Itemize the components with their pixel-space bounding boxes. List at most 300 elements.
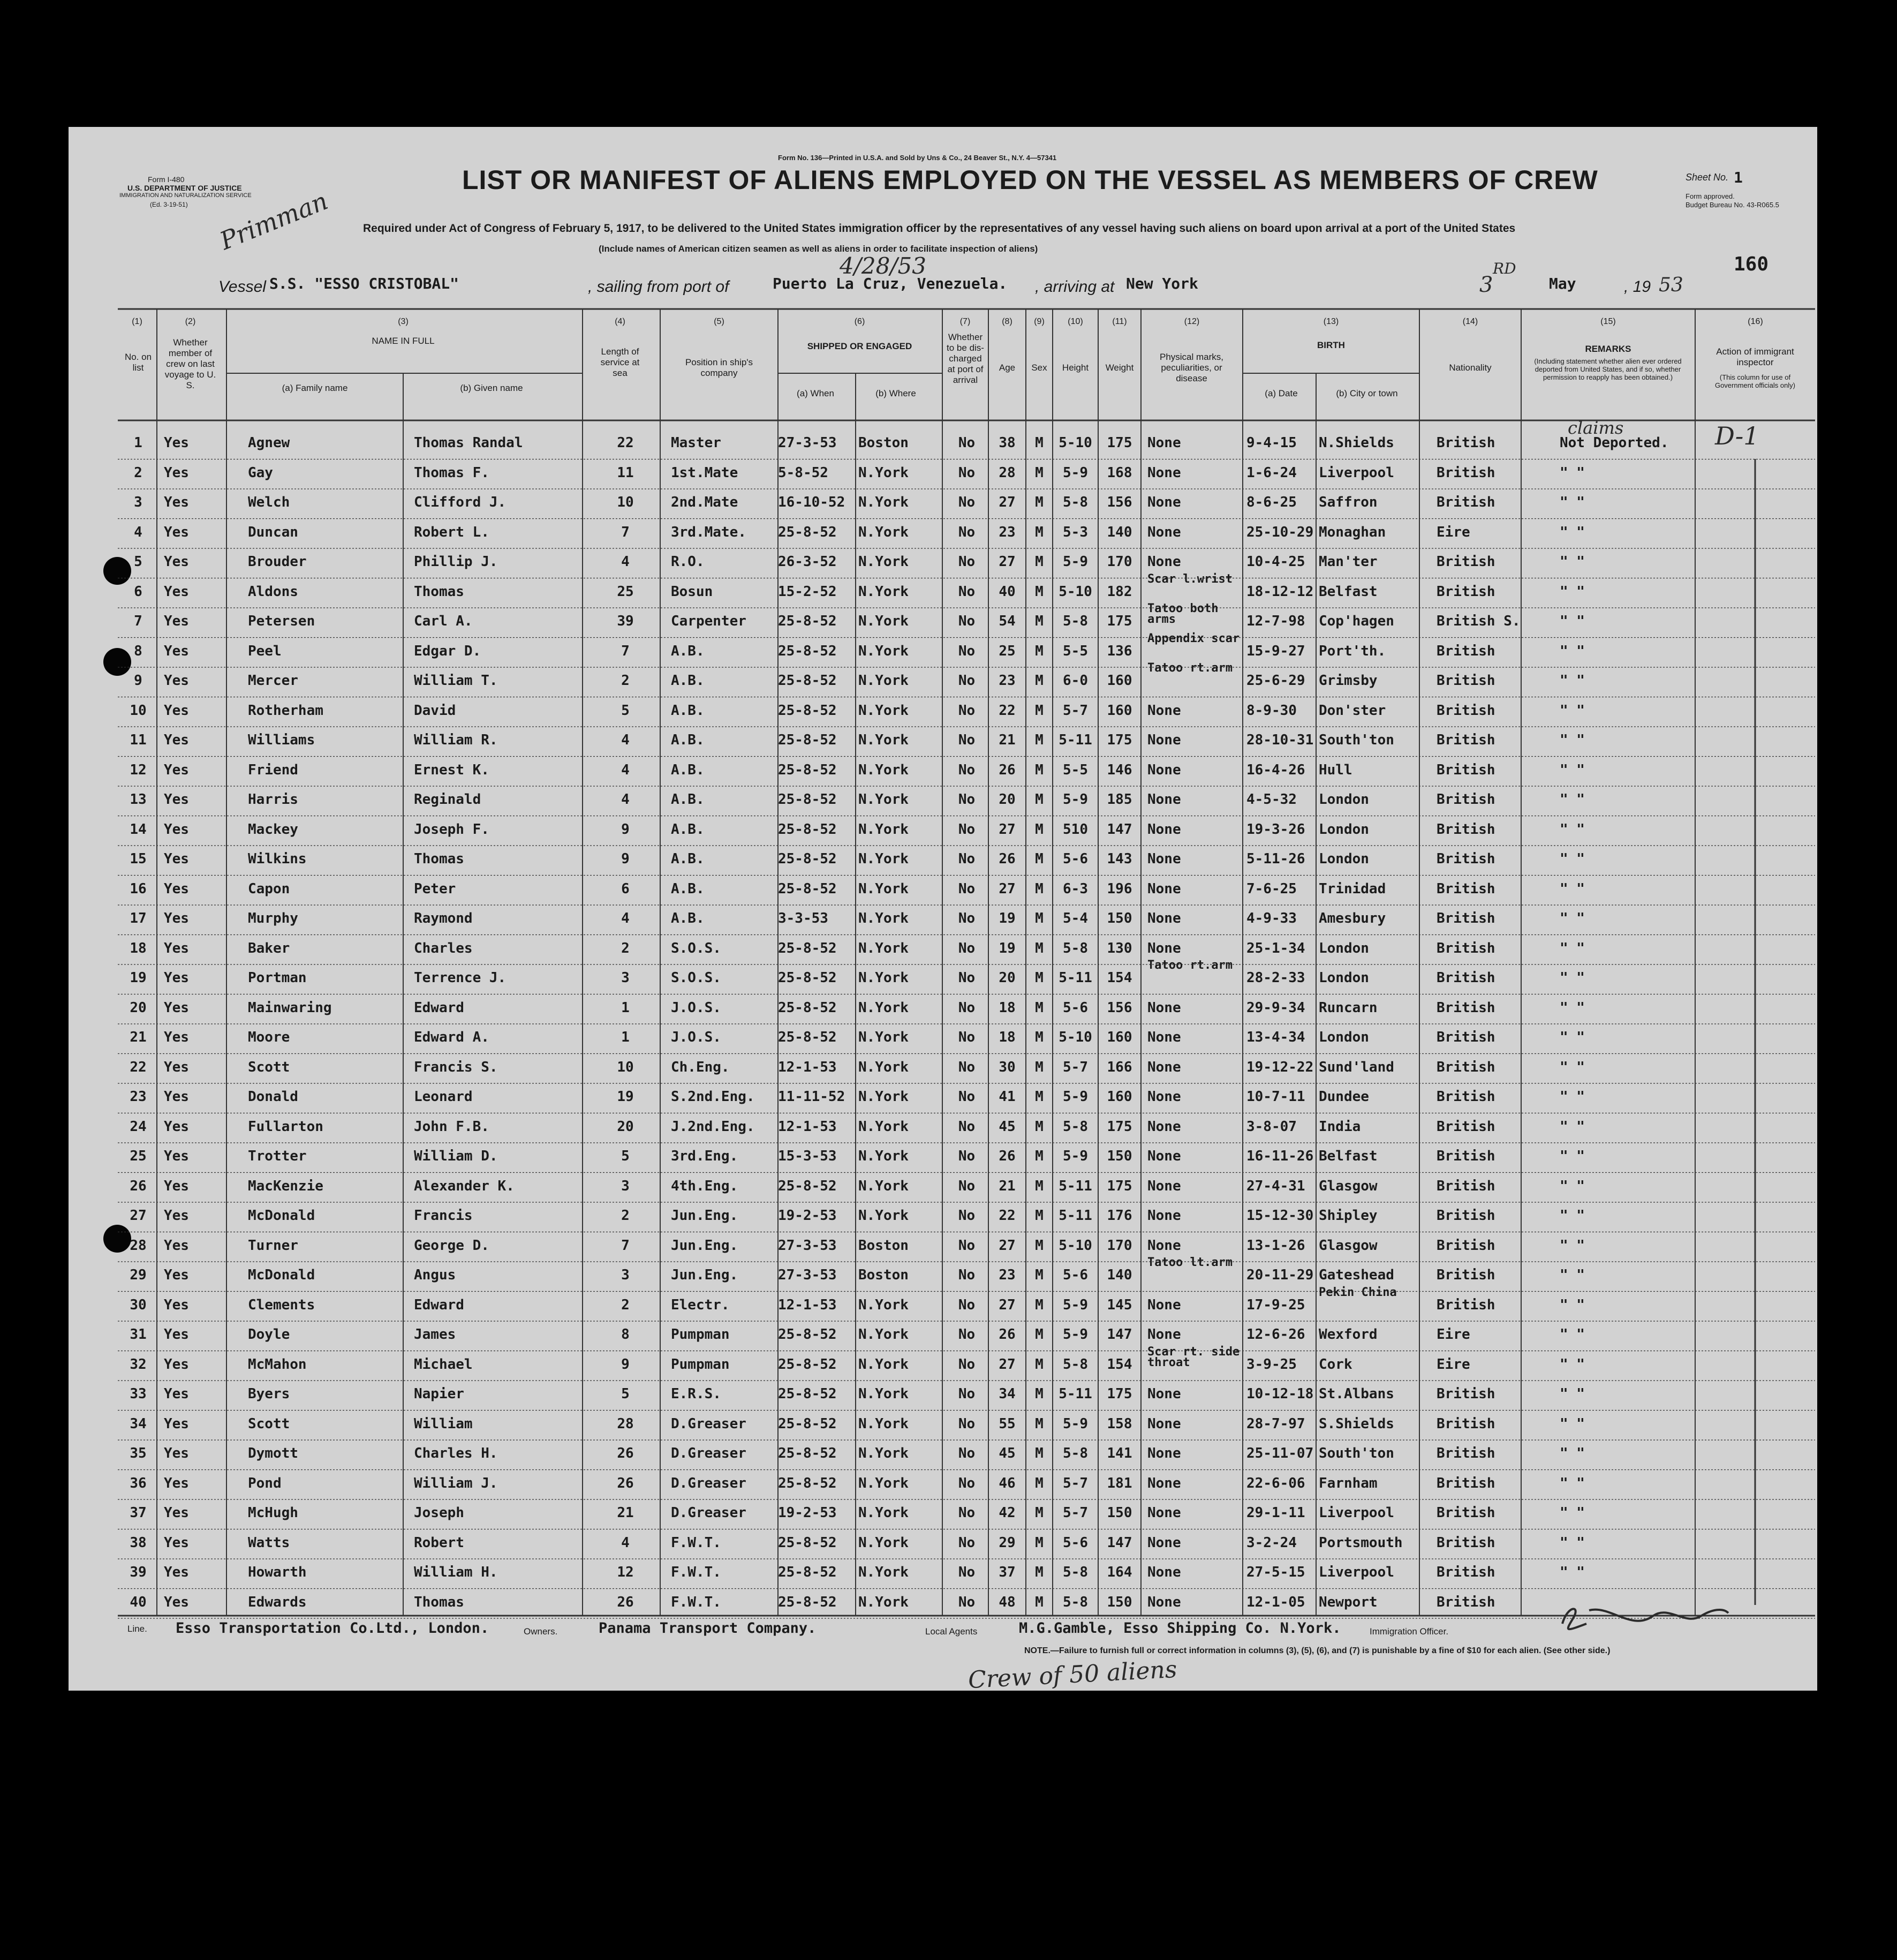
- cell-position: 3rd.Mate.: [671, 524, 746, 540]
- cell-given: David: [414, 702, 456, 719]
- cell-marks: None: [1147, 880, 1181, 897]
- cell-family: Howarth: [248, 1564, 307, 1580]
- cell-weight: 154: [1107, 970, 1132, 986]
- cell-age: 30: [999, 1059, 1016, 1075]
- cell-bcity: Belfast: [1319, 1148, 1378, 1164]
- cell-remarks: " ": [1560, 1564, 1585, 1580]
- cell-height: 5-11: [1059, 732, 1092, 748]
- cell-service: 1: [621, 1029, 630, 1045]
- cell-discharge: No: [958, 1326, 976, 1343]
- cell-position: S.O.S.: [671, 970, 721, 986]
- cell-family: Duncan: [248, 524, 298, 540]
- cell-marks: Appendix scar: [1147, 631, 1240, 645]
- cell-bdate: 4-9-33: [1246, 910, 1297, 926]
- port-from: Puerto La Cruz, Venezuela.: [773, 275, 1008, 292]
- cell-prev: Yes: [164, 464, 189, 481]
- col-height-header: Height: [1062, 363, 1089, 373]
- cell-discharge: No: [958, 762, 976, 778]
- handwritten-date: 4/28/53: [840, 253, 926, 279]
- cell-where: Boston: [858, 1237, 909, 1254]
- cell-height: 5-9: [1063, 554, 1088, 570]
- col-name-header: NAME IN FULL: [372, 336, 435, 346]
- cell-sex: M: [1035, 673, 1044, 689]
- cell-weight: 145: [1107, 1296, 1132, 1313]
- cell-position: A.B.: [671, 762, 705, 778]
- cell-given: Thomas: [414, 583, 464, 600]
- cell-height: 5-8: [1063, 1445, 1088, 1461]
- cell-sex: M: [1035, 1475, 1044, 1491]
- cell-where: N.York: [858, 1475, 909, 1491]
- col-prev-voyage-header: Whether member of crew on last voyage to U. S.: [164, 337, 216, 390]
- cell-no: 7: [134, 613, 142, 629]
- cell-no: 20: [130, 999, 147, 1016]
- cell-weight: 160: [1107, 1089, 1132, 1105]
- year-prefix: , 19: [1624, 278, 1651, 296]
- margin-note: Primman: [216, 186, 332, 256]
- cell-height: 5-7: [1063, 1059, 1088, 1075]
- cell-where: N.York: [858, 1208, 909, 1224]
- cell-position: Bosun: [671, 583, 713, 600]
- cell-service: 21: [617, 1505, 634, 1521]
- cell-discharge: No: [958, 791, 976, 808]
- cell-service: 4: [621, 910, 630, 926]
- cell-marks: None: [1147, 1148, 1181, 1164]
- cell-weight: 147: [1107, 821, 1132, 838]
- cell-prev: Yes: [164, 673, 189, 689]
- cell-position: 4th.Eng.: [671, 1178, 738, 1194]
- cell-given: Michael: [414, 1356, 473, 1373]
- cell-family: Mainwaring: [248, 999, 332, 1016]
- cell-prev: Yes: [164, 1059, 189, 1075]
- cell-weight: 147: [1107, 1326, 1132, 1343]
- cell-position: F.W.T.: [671, 1594, 721, 1610]
- cell-sex: M: [1035, 1059, 1044, 1075]
- cell-position: Pumpman: [671, 1356, 730, 1373]
- cell-position: S.O.S.: [671, 940, 721, 956]
- col-sex-header: Sex: [1031, 363, 1047, 373]
- cell-age: 42: [999, 1505, 1016, 1521]
- cell-discharge: No: [958, 1296, 976, 1313]
- cell-prev: Yes: [164, 791, 189, 808]
- cell-given: Angus: [414, 1267, 456, 1283]
- cell-position: D.Greaser: [671, 1505, 746, 1521]
- cell-when: 25-8-52: [778, 970, 837, 986]
- col-remarks-instruction: (Including statement whether alien ever ordered deported from United States, and if so, whether permission to reapply has been obtained.): [1534, 357, 1682, 381]
- cell-prev: Yes: [164, 1237, 189, 1254]
- cell-bdate: 20-11-29: [1246, 1267, 1314, 1283]
- cell-nat: British: [1437, 821, 1495, 838]
- cell-where: N.York: [858, 762, 909, 778]
- cell-given: William J.: [414, 1475, 498, 1491]
- cell-prev: Yes: [164, 1386, 189, 1402]
- manifest-sheet: [69, 127, 1817, 1694]
- cell-sex: M: [1035, 999, 1044, 1016]
- cell-age: 20: [999, 970, 1016, 986]
- cell-no: 26: [130, 1178, 147, 1194]
- cell-discharge: No: [958, 1594, 976, 1610]
- cell-when: 27-3-53: [778, 435, 837, 451]
- cell-bdate: 12-6-26: [1246, 1326, 1305, 1343]
- cell-age: 18: [999, 1029, 1016, 1045]
- cell-position: Jun.Eng.: [671, 1237, 738, 1254]
- cell-service: 3: [621, 970, 630, 986]
- col-birth-city-header: (b) City or town: [1336, 388, 1398, 398]
- cell-weight: 175: [1107, 732, 1132, 748]
- cell-bdate: 27-4-31: [1246, 1178, 1305, 1194]
- cell-where: N.York: [858, 880, 909, 897]
- cell-given: William D.: [414, 1148, 498, 1164]
- cell-when: 25-8-52: [778, 673, 837, 689]
- cell-prev: Yes: [164, 1505, 189, 1521]
- cell-discharge: No: [958, 1267, 976, 1283]
- cell-given: Joseph F.: [414, 821, 489, 838]
- cell-marks: None: [1147, 910, 1181, 926]
- cell-prev: Yes: [164, 1445, 189, 1461]
- cell-remarks: " ": [1560, 880, 1585, 897]
- cell-discharge: No: [958, 1505, 976, 1521]
- cell-position: Master: [671, 435, 721, 451]
- col-weight-header: Weight: [1105, 363, 1134, 373]
- cell-discharge: No: [958, 673, 976, 689]
- cell-remarks: " ": [1560, 524, 1585, 540]
- cell-no: 1: [134, 435, 142, 451]
- cell-no: 23: [130, 1089, 147, 1105]
- cell-sex: M: [1035, 1594, 1044, 1610]
- cell-when: 25-8-52: [778, 762, 837, 778]
- cell-service: 28: [617, 1415, 634, 1432]
- cell-bcity: Pekin China: [1319, 1285, 1397, 1299]
- cell-weight: 136: [1107, 643, 1132, 659]
- cell-prev: Yes: [164, 762, 189, 778]
- cell-bdate: 19-12-22: [1246, 1059, 1314, 1075]
- cell-prev: Yes: [164, 1534, 189, 1551]
- cell-marks: None: [1147, 1594, 1181, 1610]
- cell-remarks: " ": [1560, 791, 1585, 808]
- cell-family: Scott: [248, 1415, 290, 1432]
- cell-sex: M: [1035, 1267, 1044, 1283]
- cell-no: 25: [130, 1148, 147, 1164]
- cell-discharge: No: [958, 910, 976, 926]
- printer-line: Form No. 136—Printed in U.S.A. and Sold by Uns & Co., 24 Beaver St., N.Y. 4—57341: [778, 154, 1057, 162]
- cell-height: 5-11: [1059, 1386, 1092, 1402]
- cell-bcity: Man'ter: [1319, 554, 1378, 570]
- cell-bdate: 25-11-07: [1246, 1445, 1314, 1461]
- cell-nat: British: [1437, 1089, 1495, 1105]
- cell-marks: Tatoo both arms: [1147, 602, 1219, 626]
- cell-height: 5-5: [1063, 643, 1088, 659]
- cell-bdate: 25-1-34: [1246, 940, 1305, 956]
- sheet-label: Sheet No.: [1686, 172, 1729, 183]
- cell-bdate: 3-9-25: [1246, 1356, 1297, 1373]
- cell-height: 5-9: [1063, 464, 1088, 481]
- cell-where: N.York: [858, 940, 909, 956]
- cell-remarks: " ": [1560, 554, 1585, 570]
- cell-discharge: No: [958, 970, 976, 986]
- cell-bcity: Cork: [1319, 1356, 1352, 1373]
- cell-service: 4: [621, 791, 630, 808]
- cell-family: Clements: [248, 1296, 315, 1313]
- cell-height: 5-9: [1063, 1415, 1088, 1432]
- cell-height: 5-8: [1063, 940, 1088, 956]
- cell-weight: 130: [1107, 940, 1132, 956]
- cell-no: 16: [130, 880, 147, 897]
- cell-given: John F.B.: [414, 1118, 489, 1135]
- cell-position: J.O.S.: [671, 1029, 721, 1045]
- cell-where: N.York: [858, 821, 909, 838]
- cell-discharge: No: [958, 1534, 976, 1551]
- cell-marks: None: [1147, 1415, 1181, 1432]
- cell-nat: British: [1437, 999, 1495, 1016]
- sailing-label: , sailing from port of: [588, 278, 729, 296]
- col-nationality-header: Nationality: [1449, 363, 1492, 373]
- cell-given: William R.: [414, 732, 498, 748]
- cell-service: 7: [621, 524, 630, 540]
- owners-label: Owners.: [524, 1626, 558, 1637]
- cell-sex: M: [1035, 702, 1044, 719]
- cell-bdate: 12-7-98: [1246, 613, 1305, 629]
- cell-bcity: Belfast: [1319, 583, 1378, 600]
- cell-given: Francis: [414, 1208, 473, 1224]
- cell-prev: Yes: [164, 940, 189, 956]
- cell-nat: British: [1437, 643, 1495, 659]
- cell-when: 15-3-53: [778, 1148, 837, 1164]
- cell-bcity: London: [1319, 821, 1369, 838]
- cell-when: 25-8-52: [778, 1475, 837, 1491]
- cell-nat: Eire: [1437, 1326, 1470, 1343]
- cell-sex: M: [1035, 821, 1044, 838]
- cell-given: Alexander K.: [414, 1178, 515, 1194]
- cell-position: Pumpman: [671, 1326, 730, 1343]
- cell-family: Murphy: [248, 910, 298, 926]
- cell-weight: 140: [1107, 524, 1132, 540]
- cell-prev: Yes: [164, 643, 189, 659]
- cell-position: R.O.: [671, 554, 705, 570]
- cell-when: 25-8-52: [778, 702, 837, 719]
- cell-weight: 175: [1107, 435, 1132, 451]
- col-6-number: (6): [854, 317, 865, 326]
- vessel-name: S.S. "ESSO CRISTOBAL": [269, 275, 459, 292]
- cell-family: Brouder: [248, 554, 307, 570]
- cell-where: N.York: [858, 1178, 909, 1194]
- cell-family: Turner: [248, 1237, 298, 1254]
- cell-given: Edward: [414, 1296, 464, 1313]
- cell-height: 5-8: [1063, 613, 1088, 629]
- cell-family: Friend: [248, 762, 298, 778]
- cell-when: 26-3-52: [778, 554, 837, 570]
- cell-height: 5-9: [1063, 1296, 1088, 1313]
- col-14-number: (14): [1462, 317, 1478, 326]
- cell-prev: Yes: [164, 1296, 189, 1313]
- cell-service: 7: [621, 1237, 630, 1254]
- cell-position: F.W.T.: [671, 1564, 721, 1580]
- cell-discharge: No: [958, 1415, 976, 1432]
- cell-bdate: 13-4-34: [1246, 1029, 1305, 1045]
- cell-age: 20: [999, 791, 1016, 808]
- cell-service: 26: [617, 1594, 634, 1610]
- cell-age: 26: [999, 1148, 1016, 1164]
- form-subtitle: Required under Act of Congress of February 5, 1917, to be delivered to the United States immigration officer by the representatives of any vessel having such aliens on board upon arrival at a port of the United States: [363, 222, 1516, 235]
- cell-nat: British: [1437, 910, 1495, 926]
- cell-given: Carl A.: [414, 613, 473, 629]
- cell-marks: None: [1147, 1296, 1181, 1313]
- cell-discharge: No: [958, 702, 976, 719]
- cell-family: Trotter: [248, 1148, 307, 1164]
- agents-label: Local Agents: [925, 1626, 978, 1637]
- cell-height: 5-11: [1059, 1178, 1092, 1194]
- cell-when: 3-3-53: [778, 910, 828, 926]
- col-given-name-header: (b) Given name: [460, 383, 523, 393]
- cell-bcity: London: [1319, 970, 1369, 986]
- cell-marks: None: [1147, 1445, 1181, 1461]
- line-value: Esso Transportation Co.Ltd., London.: [176, 1620, 489, 1637]
- cell-service: 6: [621, 880, 630, 897]
- cell-nat: British: [1437, 1267, 1495, 1283]
- cell-remarks: " ": [1560, 1386, 1585, 1402]
- cell-nat: British: [1437, 1118, 1495, 1135]
- cell-height: 5-6: [1063, 851, 1088, 867]
- cell-discharge: No: [958, 613, 976, 629]
- cell-sex: M: [1035, 791, 1044, 808]
- cell-nat: British: [1437, 1415, 1495, 1432]
- cell-no: 24: [130, 1118, 147, 1135]
- cell-where: N.York: [858, 583, 909, 600]
- cell-family: Fullarton: [248, 1118, 323, 1135]
- cell-marks: None: [1147, 791, 1181, 808]
- cell-height: 5-8: [1063, 1118, 1088, 1135]
- cell-remarks: " ": [1560, 1059, 1585, 1075]
- col-15-number: (15): [1600, 317, 1616, 326]
- cell-no: 6: [134, 583, 142, 600]
- officer-label: Immigration Officer.: [1370, 1626, 1449, 1637]
- cell-when: 25-8-52: [778, 1386, 837, 1402]
- cell-where: N.York: [858, 791, 909, 808]
- cell-where: N.York: [858, 613, 909, 629]
- cell-discharge: No: [958, 1029, 976, 1045]
- cell-sex: M: [1035, 1296, 1044, 1313]
- cell-prev: Yes: [164, 970, 189, 986]
- cell-bcity: Newport: [1319, 1594, 1378, 1610]
- cell-service: 4: [621, 1534, 630, 1551]
- cell-service: 39: [617, 613, 634, 629]
- cell-where: N.York: [858, 999, 909, 1016]
- cell-service: 22: [617, 435, 634, 451]
- cell-where: N.York: [858, 1118, 909, 1135]
- cell-bcity: London: [1319, 1029, 1369, 1045]
- cell-position: Jun.Eng.: [671, 1267, 738, 1283]
- inspector-mark: D-1: [1715, 421, 1759, 450]
- cell-marks: None: [1147, 524, 1181, 540]
- cell-weight: 147: [1107, 1534, 1132, 1551]
- cell-marks: None: [1147, 732, 1181, 748]
- cell-no: 36: [130, 1475, 147, 1491]
- cell-position: A.B.: [671, 673, 705, 689]
- cell-bdate: 10-7-11: [1246, 1089, 1305, 1105]
- cell-marks: None: [1147, 702, 1181, 719]
- cell-nat: British: [1437, 880, 1495, 897]
- cell-bdate: 25-10-29: [1246, 524, 1314, 540]
- cell-service: 25: [617, 583, 634, 600]
- cell-where: N.York: [858, 1059, 909, 1075]
- cell-age: 34: [999, 1386, 1016, 1402]
- cell-remarks: " ": [1560, 1148, 1585, 1164]
- cell-bdate: 15-9-27: [1246, 643, 1305, 659]
- cell-no: 17: [130, 910, 147, 926]
- cell-height: 5-7: [1063, 1505, 1088, 1521]
- cell-position: F.W.T.: [671, 1534, 721, 1551]
- cell-service: 20: [617, 1118, 634, 1135]
- cell-when: 25-8-52: [778, 524, 837, 540]
- cell-service: 5: [621, 1148, 630, 1164]
- cell-position: 1st.Mate: [671, 464, 738, 481]
- cell-age: 23: [999, 1267, 1016, 1283]
- cell-position: A.B.: [671, 643, 705, 659]
- cell-age: 21: [999, 732, 1016, 748]
- cell-when: 12-1-53: [778, 1296, 837, 1313]
- cell-given: James: [414, 1326, 456, 1343]
- cell-prev: Yes: [164, 494, 189, 510]
- cell-where: N.York: [858, 1386, 909, 1402]
- cell-no: 28: [130, 1237, 147, 1254]
- cell-family: Capon: [248, 880, 290, 897]
- cell-family: McHugh: [248, 1505, 298, 1521]
- cell-where: N.York: [858, 1534, 909, 1551]
- cell-weight: 146: [1107, 762, 1132, 778]
- cell-bcity: Hull: [1319, 762, 1352, 778]
- budget-bureau: Budget Bureau No. 43-R065.5: [1686, 201, 1779, 209]
- cell-remarks: " ": [1560, 1118, 1585, 1135]
- cell-given: Charles H.: [414, 1445, 498, 1461]
- cell-family: Williams: [248, 732, 315, 748]
- cell-prev: Yes: [164, 1148, 189, 1164]
- cell-service: 1: [621, 999, 630, 1016]
- cell-sex: M: [1035, 732, 1044, 748]
- cell-marks: None: [1147, 1118, 1181, 1135]
- col-age-header: Age: [999, 363, 1016, 373]
- cell-height: 6-0: [1063, 673, 1088, 689]
- cell-discharge: No: [958, 435, 976, 451]
- cell-remarks: " ": [1560, 1089, 1585, 1105]
- cell-family: Aldons: [248, 583, 298, 600]
- cell-prev: Yes: [164, 1208, 189, 1224]
- cell-height: 5-11: [1059, 1208, 1092, 1224]
- cell-bcity: London: [1319, 940, 1369, 956]
- cell-given: Reginald: [414, 791, 481, 808]
- cell-service: 10: [617, 1059, 634, 1075]
- cell-remarks: " ": [1560, 821, 1585, 838]
- cell-discharge: No: [958, 1475, 976, 1491]
- cell-when: 25-8-52: [778, 1178, 837, 1194]
- cell-bdate: 5-11-26: [1246, 851, 1305, 867]
- cell-prev: Yes: [164, 1029, 189, 1045]
- cell-family: Byers: [248, 1386, 290, 1402]
- cell-bcity: India: [1319, 1118, 1361, 1135]
- cell-age: 27: [999, 1237, 1016, 1254]
- cell-bdate: 27-5-15: [1246, 1564, 1305, 1580]
- cell-discharge: No: [958, 999, 976, 1016]
- cell-sex: M: [1035, 1208, 1044, 1224]
- cell-prev: Yes: [164, 1267, 189, 1283]
- cell-age: 45: [999, 1445, 1016, 1461]
- cell-bdate: 15-12-30: [1246, 1208, 1314, 1224]
- cell-remarks: " ": [1560, 1296, 1585, 1313]
- cell-sex: M: [1035, 1386, 1044, 1402]
- cell-when: 25-8-52: [778, 821, 837, 838]
- cell-when: 25-8-52: [778, 1594, 837, 1610]
- cell-where: N.York: [858, 732, 909, 748]
- cell-weight: 160: [1107, 702, 1132, 719]
- cell-sex: M: [1035, 1356, 1044, 1373]
- officer-signature: [1557, 1594, 1734, 1637]
